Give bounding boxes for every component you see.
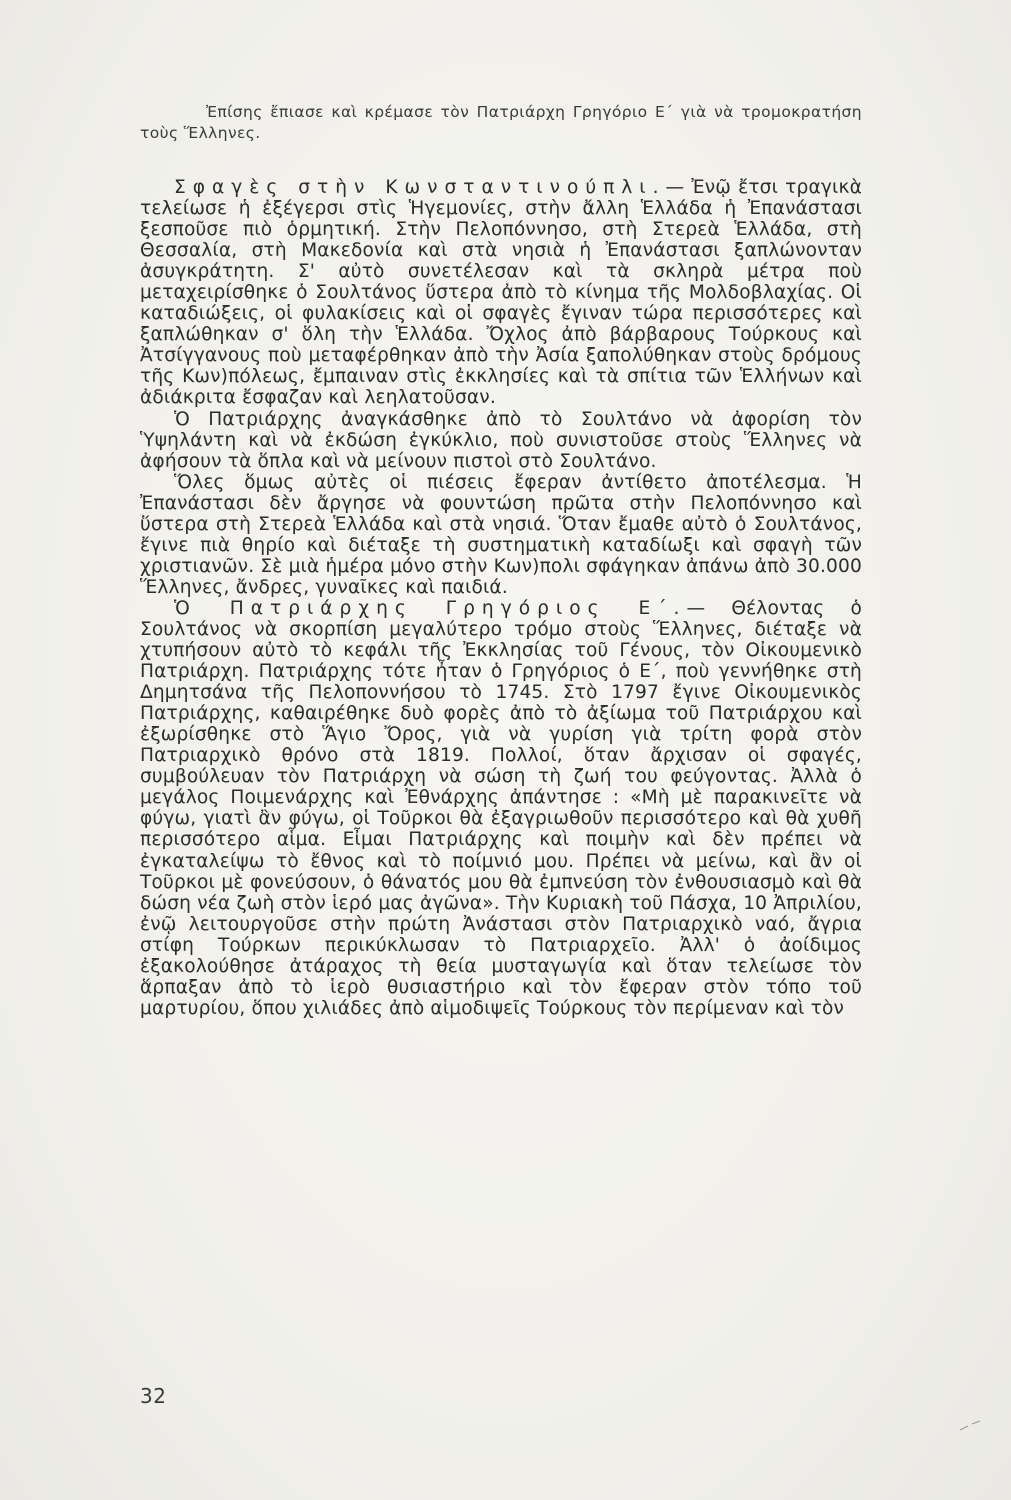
section-title-sfages: Σφαγὲς στὴν Κωνσταντινούπλι.	[174, 177, 666, 198]
patriarch-excommunication-paragraph: Ὁ Πατριάρχης ἀναγκάσθηκε ἀπὸ τὸ Σουλτάνο νὰ ἀφορίση τὸν Ὑψηλάντη καὶ νὰ ἐκδώση ἐγκύκλιο, ποὺ συνιστοῦσε στοὺς Ἕλληνες νὰ ἀφήσουν τὰ ὅπλα καὶ νὰ μείνουν πιστοὶ στὸ Σουλτάνο.	[140, 408, 862, 472]
section-sfages-body: — Ἐνῷ ἔτσι τραγικὰ τελείωσε ἡ ἐξέγερσι στὶς Ἡγεμονίες, στὴν ἄλλη Ἑλλάδα ἡ Ἐπανάστασι ξεσποῦσε πιὸ ὁρμητική. Στὴν Πελοπόννησο, στὴ Στερεὰ Ἑλλάδα, στὴ Θεσσαλία, στὴ Μακεδονία καὶ στὰ νησιὰ ἡ Ἐπανάστασι ξαπλώνονταν ἀσυγκράτητη. Σ' αὐτὸ συνετέλεσαν καὶ τὰ σκληρὰ μέτρα ποὺ μεταχειρίσθηκε ὁ Σουλτάνος ὕστερα ἀπὸ τὸ κίνημα τῆς Μολδοβλαχίας. Οἱ καταδιώξεις, οἱ φυλακίσεις καὶ οἱ σφαγὲς ἔγιναν τώρα περισσότερες καὶ ξαπλώθηκαν σ' ὅλη τὴν Ἑλλάδα. Ὄχλος ἀπὸ βάρβαρους Τούρκους καὶ Ἀτσίγγανους ποὺ μεταφέρθηκαν ἀπὸ τὴν Ἀσία ξαπολύθηκαν στοὺς δρόμους τῆς Κων)πόλεως, ἔμπαιναν στὶς ἐκκλησίες καὶ τὰ σπίτια τῶν Ἑλλήνων καὶ ἀδιάκριτα ἔσφαζαν καὶ λεηλατοῦσαν.	[140, 177, 862, 409]
page-number: 32	[140, 1384, 167, 1408]
text-block	[140, 102, 862, 1019]
section-patriarch-paragraph	[140, 598, 862, 1019]
section-sfages-paragraph	[140, 177, 862, 409]
revolution-spread-paragraph: Ὅλες ὅμως αὐτὲς οἱ πιέσεις ἔφεραν ἀντίθετο ἀποτέλεσμα. Ἡ Ἐπανάστασι δὲν ἄργησε νὰ φουντώση πρῶτα στὴν Πελοπόννησο καὶ ὕστερα στὴ Στερεὰ Ἑλλάδα καὶ στὰ νησιά. Ὅταν ἔμαθε αὐτὸ ὁ Σουλτάνος, ἔγινε πιὰ θηρίο καὶ διέταξε τὴ συστηματικὴ καταδίωξι καὶ σφαγὴ τῶν χριστιανῶν. Σὲ μιὰ ἡμέρα μόνο στὴν Κων)πολι σφάγηκαν ἀπάνω ἀπὸ 30.000 Ἕλληνες, ἄνδρες, γυναῖκες καὶ παιδιά.	[140, 471, 862, 598]
section-patriarch-body: — Θέλοντας ὁ Σουλτάνος νὰ σκορπίση μεγαλύτερο τρόμο στοὺς Ἕλληνες, διέταξε νὰ χτυπήσουν αὐτὸ τὸ κεφάλι τῆς Ἐκκλησίας τοῦ Γένους, τὸν Οἰκουμενικὸ Πατριάρχη. Πατριάρχης τότε ἦταν ὁ Γρηγόριος ὁ Ε΄, ποὺ γεννήθηκε στὴ Δημητσάνα τῆς Πελοποννήσου τὸ 1745. Στὸ 1797 ἔγινε Οἰκουμενικὸς Πατριάρχης, καθαιρέθηκε δυὸ φορὲς ἀπὸ τὸ ἀξίωμα τοῦ Πατριάρχου καὶ ἐξωρίσθηκε στὸ Ἅγιο Ὄρος, γιὰ νὰ γυρίση γιὰ τρίτη φορὰ στὸν Πατριαρχικὸ θρόνο στὰ 1819. Πολλοί, ὅταν ἄρχισαν οἱ σφαγές, συμβούλευαν τὸν Πατριάρχη νὰ σώση τὴ ζωή του φεύγοντας. Ἀλλὰ ὁ μεγάλος Ποιμενάρχης καὶ Ἐθνάρχης ἀπάντησε : «Μὴ μὲ παρακινεῖτε νὰ φύγω, γιατὶ ἂν φύγω, οἱ Τοῦρκοι θὰ ἐξαγριωθοῦν περισσότερο καὶ θὰ χυθῆ περισσότερο αἷμα. Εἶμαι Πατριάρχης καὶ ποιμὴν καὶ δὲν πρέπει νὰ ἐγκαταλείψω τὸ ἔθνος καὶ τὸ ποίμνιό μου. Πρέπει νὰ μείνω, καὶ ἂν οἱ Τοῦρκοι μὲ φονεύσουν, ὁ θάνατός μου θὰ ἐμπνεύση τὸν ἐνθουσιασμὸ καὶ θὰ δώση νέα ζωὴ στὸν ἱερό μας ἀγῶνα». Τὴν Κυριακὴ τοῦ Πάσχα, 10 Ἀπριλίου, ἐνῷ λειτουργοῦσε στὴν πρώτη Ἀνάστασι στὸν Πατριαρχικὸ ναό, ἄγρια στίφη Τούρκων περικύκλωσαν τὸ Πατριαρχεῖο. Ἀλλ' ὁ ἀοίδιμος ἐξακολούθησε ἀτάραχος τὴ θεία μυσταγωγία καὶ ὅταν τελείωσε τὸν ἅρπαξαν ἀπὸ τὸ ἱερὸ θυσιαστήριο καὶ τὸν ἔφεραν στὸν τόπο τοῦ μαρτυρίου, ὅπου χιλιάδες ἀπὸ αἱμοδιψεῖς Τούρκους τὸν περίμεναν καὶ τὸν	[140, 597, 862, 1019]
section-title-patriarch: Ὁ Πατριάρχης Γρηγόριος Ε΄.	[174, 597, 687, 619]
pencil-mark	[958, 1418, 986, 1434]
intro-paragraph: Ἐπίσης ἔπιασε καὶ κρέμασε τὸν Πατριάρχη Γρηγόριο Ε΄ γιὰ νὰ τρομοκρατήση τοὺς Ἕλληνες.	[140, 103, 862, 142]
